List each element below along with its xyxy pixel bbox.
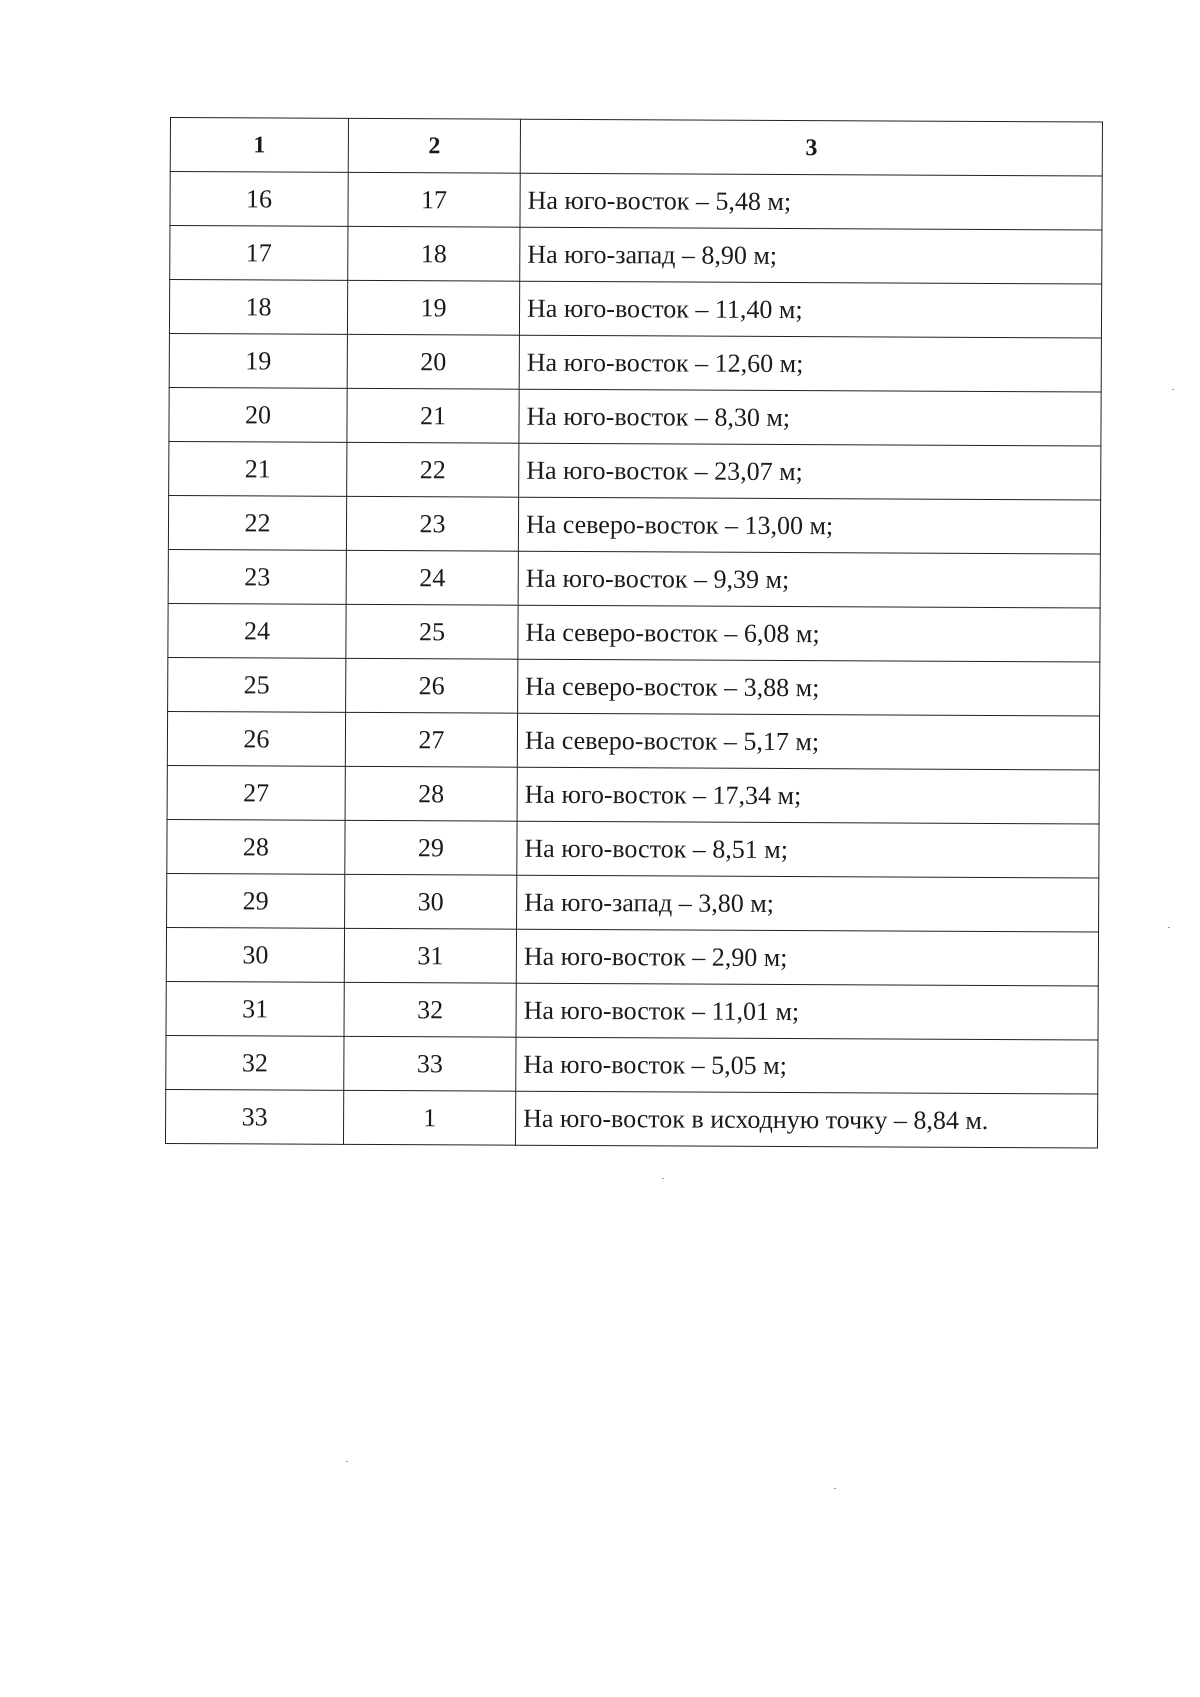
header-col-3: 3 — [520, 119, 1102, 176]
point-to-cell: 29 — [345, 820, 517, 875]
direction-description-cell: На северо-восток – 13,00 м; — [518, 497, 1100, 554]
point-from-cell: 25 — [168, 657, 346, 712]
point-from-cell: 30 — [166, 927, 344, 982]
direction-description-cell: На юго-восток – 12,60 м; — [519, 335, 1101, 392]
direction-description-cell: На юго-запад – 8,90 м; — [520, 227, 1102, 284]
direction-description-cell: На юго-восток – 5,05 м; — [516, 1037, 1098, 1094]
point-from-cell: 16 — [170, 172, 348, 227]
point-from-cell: 19 — [169, 333, 347, 388]
point-to-cell: 32 — [344, 982, 516, 1037]
point-to-cell: 17 — [348, 172, 520, 227]
point-to-cell: 22 — [347, 442, 519, 497]
table-row — [165, 1089, 1097, 1148]
table-row — [168, 549, 1100, 608]
point-from-cell: 18 — [169, 280, 347, 335]
table-row — [170, 172, 1102, 231]
direction-description-cell: На юго-восток – 8,30 м; — [519, 389, 1101, 446]
point-to-cell: 30 — [345, 874, 517, 929]
point-to-cell: 19 — [347, 280, 519, 335]
point-to-cell: 20 — [347, 334, 519, 389]
direction-description-cell: На северо-восток – 5,17 м; — [517, 713, 1099, 770]
point-to-cell: 21 — [347, 388, 519, 443]
table-row — [168, 495, 1100, 554]
table-row — [167, 711, 1099, 770]
scan-speck — [834, 1488, 836, 1489]
table-row — [169, 333, 1101, 392]
point-to-cell: 25 — [346, 604, 518, 659]
boundary-table-wrapper — [165, 117, 1102, 1149]
table-row — [167, 873, 1099, 932]
point-to-cell: 33 — [344, 1036, 516, 1091]
direction-description-cell: На юго-запад – 3,80 м; — [517, 875, 1099, 932]
point-from-cell: 27 — [167, 765, 345, 820]
point-from-cell: 31 — [166, 981, 344, 1036]
table-row — [168, 657, 1100, 716]
direction-description-cell: На юго-восток – 8,51 м; — [517, 821, 1099, 878]
direction-description-cell: На северо-восток – 3,88 м; — [518, 659, 1100, 716]
direction-description-cell: На юго-восток в исходную точку – 8,84 м. — [515, 1091, 1097, 1148]
point-to-cell: 26 — [346, 658, 518, 713]
direction-description-cell: На юго-восток – 11,01 м; — [516, 983, 1098, 1040]
point-to-cell: 28 — [345, 766, 517, 821]
table-row — [167, 765, 1099, 824]
point-to-cell: 27 — [345, 712, 517, 767]
point-to-cell: 23 — [346, 496, 518, 551]
scan-speck — [346, 1461, 348, 1462]
table-header-row — [170, 118, 1102, 177]
direction-description-cell: На юго-восток – 11,40 м; — [519, 281, 1101, 338]
point-to-cell: 18 — [348, 226, 520, 281]
header-col-2: 2 — [348, 118, 520, 173]
table-row — [167, 819, 1099, 878]
header-col-1: 1 — [170, 118, 348, 173]
table-row — [169, 387, 1101, 446]
point-from-cell: 33 — [165, 1089, 343, 1144]
point-from-cell: 21 — [169, 441, 347, 496]
table-row — [169, 441, 1101, 500]
boundary-table — [165, 117, 1103, 1149]
point-from-cell: 20 — [169, 387, 347, 442]
table-row — [166, 927, 1098, 986]
point-to-cell: 31 — [344, 928, 516, 983]
point-from-cell: 26 — [167, 711, 345, 766]
point-to-cell: 24 — [346, 550, 518, 605]
point-from-cell: 17 — [170, 226, 348, 281]
scan-speck — [1168, 927, 1170, 928]
table-row — [170, 226, 1102, 285]
point-from-cell: 24 — [168, 603, 346, 658]
direction-description-cell: На юго-восток – 2,90 м; — [516, 929, 1098, 986]
table-row — [169, 280, 1101, 339]
direction-description-cell: На юго-восток – 23,07 м; — [519, 443, 1101, 500]
point-from-cell: 28 — [167, 819, 345, 874]
direction-description-cell: На северо-восток – 6,08 м; — [518, 605, 1100, 662]
table-row — [166, 981, 1098, 1040]
direction-description-cell: На юго-восток – 5,48 м; — [520, 173, 1102, 230]
direction-description-cell: На юго-восток – 9,39 м; — [518, 551, 1100, 608]
scan-speck — [662, 1178, 664, 1179]
direction-description-cell: На юго-восток – 17,34 м; — [517, 767, 1099, 824]
point-from-cell: 32 — [166, 1035, 344, 1090]
scan-speck — [1172, 389, 1174, 390]
point-from-cell: 23 — [168, 549, 346, 604]
table-row — [166, 1035, 1098, 1094]
table-row — [168, 603, 1100, 662]
point-from-cell: 22 — [168, 495, 346, 550]
point-to-cell: 1 — [343, 1090, 515, 1145]
table-body — [165, 172, 1102, 1149]
point-from-cell: 29 — [167, 873, 345, 928]
